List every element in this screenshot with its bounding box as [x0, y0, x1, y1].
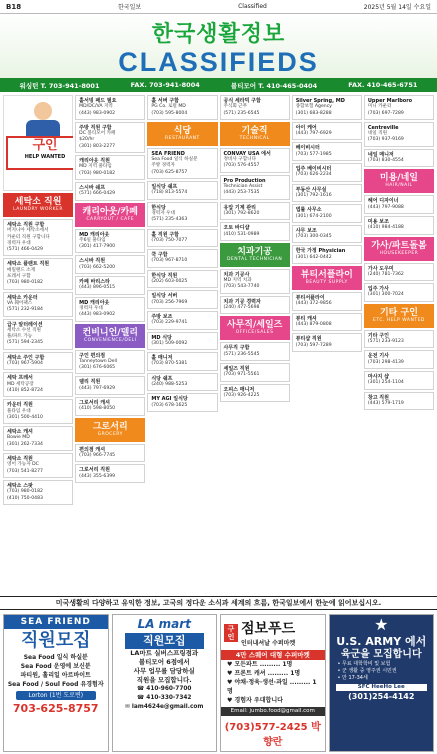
jumbo-subtitle: 인터내셔날 수퍼마켓 — [241, 640, 296, 647]
classified-ad[interactable]: 세탁소 카운터 VA 훼어팩스 (571) 232-9184 — [3, 292, 73, 317]
classified-ad[interactable]: 치과 기공 경력자 (240) 477-5698 — [220, 296, 290, 315]
column-1 — [3, 95, 73, 593]
washington-phone[interactable]: 워싱턴 T. 703-941-8001 — [19, 81, 100, 90]
classified-ad[interactable]: MD 캐리아웃 경력자 우대 (443) 983-0902 — [75, 297, 145, 322]
classified-ad[interactable]: Upper Marlboro 미니 카운터 (703) 697-7289 — [364, 95, 434, 120]
classified-ad[interactable]: 세탁소 직원 구함 버지니아 세탁소에서 카운터 직원 구합니다 경력자 우대 (571) 466-0429 — [3, 219, 73, 256]
classified-ad[interactable]: SEA FRIEND Sea Food 일식 하실분 주방 경력자 (703) 625-8757 — [147, 148, 217, 179]
section-office-sales[interactable]: 사무직/세일즈 OFFICE/SALES — [220, 316, 290, 340]
ad-line: 파티원, 홀리일 아르바이트 — [20, 672, 91, 679]
section-beauty-supply[interactable]: 뷰티서플라이 BEAUTY SUPPLY — [292, 266, 362, 290]
classified-ad[interactable]: Pro Production Technician Assist (443) 253-7535 — [220, 175, 290, 200]
section-grocery[interactable]: 그로서리 GROCERY — [75, 418, 145, 442]
classified-ad[interactable]: 스시바 쉐프 (571) 666-0429 — [75, 182, 145, 201]
la-mart-ad[interactable] — [112, 614, 218, 752]
column-2 — [75, 95, 145, 593]
phone-icon-line[interactable]: ☎ 410-330-7342 — [137, 695, 192, 701]
classified-ad[interactable]: 공식 세라믹 구함 주식회 근무 (571) 235-6545 — [220, 95, 290, 120]
recruiter-name: SFC HeeHo Lee — [336, 684, 428, 691]
classified-ad[interactable]: 그로서리 캐셔 (410) 598-8050 — [75, 397, 145, 416]
classified-ad[interactable]: 한식당 직원 (202) 603-0025 — [147, 270, 217, 289]
classified-ad[interactable]: 가사 도우미 (240) 781-7362 — [364, 263, 434, 282]
phone-icon-line[interactable]: ☎ 410-960-7700 — [137, 686, 192, 692]
ad-line: 직원을 모집합니다. — [136, 676, 192, 684]
classified-ad[interactable]: 기타 구인 (571) 233-9123 — [364, 330, 434, 349]
classified-ad[interactable]: MY AGI 일식당 (703) 678-1625 — [147, 393, 217, 412]
ad-line: Sea Food / Soul Food 유경험자 — [7, 681, 104, 688]
classified-ad[interactable]: Silver Spring, MD 종합보험 Agency (301) 683-8288 — [292, 95, 362, 120]
section-housekeeper[interactable]: 가사/파트돌봄 HOUSEKEEPER — [364, 237, 434, 261]
classified-ad[interactable]: 주방 직원 구함 DC 볼티모어 카페 $20/hr (301) 803-2277 — [75, 122, 145, 153]
ad-line: Sea Food 일식 하실분 — [23, 654, 88, 661]
classified-ad[interactable]: 쿡 구함 (703) 967-8710 — [147, 249, 217, 268]
army-phone[interactable]: (301)254-4142 — [348, 692, 415, 701]
sea-friend-location: Lorton (1번 도로변) — [16, 691, 96, 700]
ad-line: LA마트 실버스프링점과 — [130, 649, 199, 657]
classified-ad[interactable]: 일식당 쉐프 (718) 813-5574 — [147, 181, 217, 200]
classified-ad[interactable]: 사무직 구함 (571) 236-5545 — [220, 342, 290, 361]
classified-ad[interactable]: 캐리아웃 직원 MD 지역 풀타임 (703) 980-0182 — [75, 155, 145, 180]
masthead — [0, 14, 437, 78]
list-item: ♥ 프론트 캐셔 ......... 1명 — [227, 670, 301, 677]
classified-grid — [3, 95, 434, 593]
help-korean: 구인 — [32, 138, 58, 153]
column-3 — [147, 95, 217, 593]
masthead-english: CLASSIFIEDS — [118, 47, 319, 77]
star-icon: ★ — [374, 615, 389, 634]
jumbo-header — [221, 615, 325, 650]
classified-ad[interactable]: 유압 기계 관리 (301) 792-8620 — [220, 202, 290, 221]
contact-bar — [0, 78, 437, 92]
list-item: • 군 생활 중 영주권 시민권 — [337, 668, 397, 674]
classified-ad[interactable]: 급구 알터레이션 세탁소 수선 직원 풀/파트 가능 (571) 594-2345 — [3, 319, 73, 350]
promo-banner: 미국생활의 다양하고 유익한 정보, 고국의 정다운 소식과 세계의 흐름, 한국일보에서 한눈에 읽어보십시오. — [0, 596, 437, 610]
classified-ad[interactable]: 뷰티서플라이 (443) 372-9856 — [292, 292, 362, 311]
email-icon-line[interactable]: ✉ lam4624e@gmail.com — [125, 704, 204, 710]
display-ads — [0, 612, 437, 754]
section-hair-nail[interactable]: 미용/네일 HAIR/NAIL — [364, 169, 434, 193]
classified-ad[interactable]: 세탁소 스팟 (703) 980-0182 (410) 750-0483 — [3, 480, 73, 505]
list-item: ♥ 모든파트 ......... 1명 — [227, 661, 293, 668]
section-dental[interactable]: 치과기공 DENTAL TECHNICIAN — [220, 243, 290, 267]
section-restaurant[interactable]: 식당 RESTAURANT — [147, 122, 217, 146]
jumbo-food-ad[interactable] — [220, 614, 326, 752]
classified-ad[interactable]: 뷰티 캐셔 (443) 879-0808 — [292, 313, 362, 332]
classified-ad[interactable]: 오피스 매니저 (703) 926-4225 — [220, 384, 290, 403]
section-name: Classified — [238, 3, 267, 10]
classified-ad[interactable]: 델리 직원 (443) 797-6929 — [75, 376, 145, 395]
classified-ad[interactable]: 편의점 캐셔 (703) 966-7745 — [75, 444, 145, 463]
classified-ad[interactable]: 주방 보조 (703) 229-9741 — [147, 311, 217, 330]
jumbo-email[interactable]: Email: jumbo.food@gmail.com — [221, 707, 325, 716]
classified-ad[interactable]: 그로서리 직원 (443) 355-6399 — [75, 464, 145, 483]
list-item: • 만 17-34세 — [337, 675, 368, 681]
jumbo-tagline: 4만 스퀘어 대형 수퍼마켓 — [221, 650, 325, 660]
classified-ad[interactable]: 입주 가사 (301) 300-7024 — [364, 283, 434, 302]
la-mart-title: 직원모집 — [125, 633, 205, 649]
classified-ad[interactable]: 네일 매니저 (703) 830-4554 — [364, 149, 434, 168]
classified-ad[interactable]: MD 캐리아웃 주6일 풀타임 (301) 417-7900 — [75, 229, 145, 254]
sea-friend-brand: SEA FRIEND — [4, 615, 108, 629]
classified-ad[interactable]: 일식당 서버 (703) 256-7969 — [147, 290, 217, 309]
classified-ad[interactable]: 아이 케어 (443) 797-6929 — [292, 122, 362, 141]
classified-ad[interactable]: 한식당 경력자 우대 (571) 235-4363 — [147, 202, 217, 227]
list-item: • 무료 대학학비 및 보험 — [337, 661, 391, 667]
ad-line: 사무 업무를 담당하실 — [133, 667, 195, 675]
page-number: B18 — [6, 2, 22, 11]
classified-ad[interactable]: 스시바 직원 (703) 662-5200 — [75, 255, 145, 274]
classified-ad[interactable]: 치과 기공사 MD 지역 치과 (703) 543-7740 — [220, 269, 290, 294]
classified-ad[interactable]: 카운터 직원 풀타임 우대 (301) 500-4410 — [3, 399, 73, 424]
sea-friend-title: 직원모집 — [20, 630, 91, 651]
ad-line: 볼티모어 6점에서 — [138, 658, 190, 666]
classified-ad[interactable]: Centreville 네일 직원 (703) 937-9169 — [364, 122, 434, 147]
classified-ad[interactable]: 입주 베이비시터 (703) 626-2234 — [292, 163, 362, 182]
section-carryout[interactable]: 캐리아웃/카페 CARRYOUT / CAFE — [75, 203, 145, 227]
classified-ad[interactable]: 헤어 디자이너 (443) 797-9088 — [364, 195, 434, 214]
la-mart-logo: LA mart — [137, 617, 191, 631]
classified-ad[interactable]: 홀 매니저 (703) 870-5381 — [147, 352, 217, 371]
classified-ad[interactable]: 사무 보조 (703) 300-0345 — [292, 225, 362, 244]
classified-ad[interactable]: 세탁소 플랜트 직원 메릴랜드 소재 프레서 구함 (703) 980-0182 — [3, 258, 73, 289]
baltimore-phone[interactable]: 볼티모어 T. 410-465-0404 — [230, 81, 318, 90]
hiring-badge: 구인 — [224, 624, 238, 642]
section-convenience[interactable]: 컨비니언/델리 CONVENIENCE/DELI — [75, 324, 145, 348]
sea-friend-ad[interactable] — [3, 614, 109, 752]
army-subtitle: 육군을 모집합니다 — [340, 649, 422, 660]
masthead-korean: 한국생활정보 — [151, 21, 286, 46]
classified-ad[interactable]: 베이비시터 (703) 577-1985 — [292, 142, 362, 161]
classified-ad[interactable]: 세탁 프레서 MD 세탁공장 (410) 852-8724 — [3, 372, 73, 397]
classified-ad[interactable]: 세탁소 직원 영어 가능자 DC (703) 541-8277 — [3, 453, 73, 478]
classified-ad[interactable]: 운전 기사 (703) 298-4139 — [364, 350, 434, 369]
jumbo-phone[interactable]: (703)577-2425 박향란 — [224, 722, 321, 748]
classified-ad[interactable]: 법률 사무소 (301) 674-2100 — [292, 204, 362, 223]
column-5 — [292, 95, 362, 593]
section-laundry[interactable]: 세탁소 직원 LAUNDRY WORKER — [3, 193, 73, 217]
army-title: U.S. ARMY 에서 — [336, 635, 427, 648]
classified-ad[interactable]: 세일즈 직원 (703) 971-5561 — [220, 363, 290, 382]
classified-ad[interactable]: CONVAY USA 에서 정비사 구합니다 (703) 576-4557 — [220, 148, 290, 173]
jumbo-name: 점보푸드 — [241, 621, 296, 637]
classified-ad[interactable]: 오토 바디샵 (410) 531-0989 — [220, 222, 290, 241]
top-bar — [0, 0, 437, 14]
baltimore-fax: FAX. 410-465-6751 — [348, 81, 418, 89]
section-technical[interactable]: 기술직 TECHNICAL — [220, 122, 290, 146]
washington-fax: FAX. 703-941-8004 — [130, 81, 200, 89]
classified-ad[interactable]: 카페 바리스타 (443) 896-0515 — [75, 276, 145, 295]
classified-ad[interactable]: 홀서빙 패드 필요 MD/DC/VA 지역 (443) 983-0902 — [75, 95, 145, 120]
us-army-ad[interactable] — [329, 614, 435, 752]
help-wanted-sign — [6, 136, 73, 170]
help-wanted-graphic — [3, 95, 73, 191]
paper-name: 한국일보 — [118, 4, 142, 11]
classified-ad[interactable]: 창고 직원 (443) 579-1719 — [364, 392, 434, 411]
list-item: ♥ 야채·정육·생선·과일 ......... 1명 — [227, 679, 317, 695]
classified-ad[interactable]: MD 식당 (301) 509-0092 — [147, 332, 217, 351]
classified-ad[interactable]: 홀 직원 구함 (703) 750-7077 — [147, 229, 217, 248]
classified-ad[interactable]: 세탁소 주인 구함 (703) 967-5904 — [3, 352, 73, 371]
classified-ad[interactable]: 뷰티샵 직원 (703) 597-7289 — [292, 333, 362, 352]
issue-date: 2025년 5월 14일 수요일 — [363, 4, 431, 11]
classified-ad[interactable]: 마사지 샵 (301) 254-1104 — [364, 371, 434, 390]
sea-friend-phone[interactable]: 703-625-8757 — [12, 702, 99, 715]
classified-ad[interactable]: 미용 보조 (410) 984-4188 — [364, 216, 434, 235]
ad-line: Sea Food 운영에 보신분 — [20, 663, 91, 670]
classified-ad[interactable]: 부동산 사무실 (301) 792-1616 — [292, 184, 362, 203]
list-item: ♥ 경험자 우대합니다 — [227, 697, 283, 704]
column-6 — [364, 95, 434, 593]
classified-ad[interactable]: 한국 가정 Physician (301) 642-0442 — [292, 245, 362, 264]
section-etc[interactable]: 기타 구인 ETC. HELP WANTED — [364, 304, 434, 328]
classified-ad[interactable]: 세탁소 캐셔 Bowie MD (301) 262-7334 — [3, 426, 73, 451]
classified-ad[interactable]: 홀 서버 구함 PG Co. 로럴 MD (703) 595-8004 — [147, 95, 217, 120]
classified-ad[interactable]: 식당 쉐프 (240) 988-5253 — [147, 373, 217, 392]
help-english: HELP WANTED — [24, 154, 66, 160]
column-4 — [220, 95, 290, 593]
classified-ad[interactable]: 구인 편의점 Tanneytown Dell (301) 676-6065 — [75, 350, 145, 375]
